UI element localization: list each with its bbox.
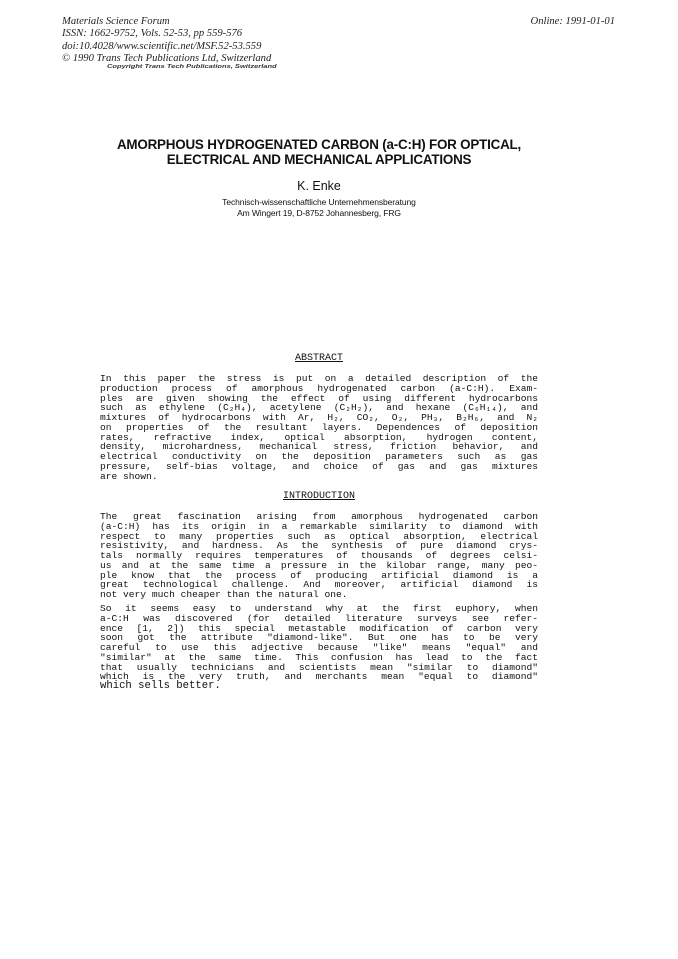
abstract-line: rates, refractive index, optical absorption, hydrogen content, xyxy=(100,431,538,443)
abstract-line: production process of amorphous hydrogenated carbon (a-C:H). Exam- xyxy=(100,382,538,394)
abstract-line: on properties of the resultant layers. Dependences of deposition xyxy=(100,421,538,433)
abstract-line: mixtures of hydrocarbons with Ar, H₂, CO₂, O₂, PH₃, B₂H₆, and N₂ xyxy=(100,412,538,423)
abstract-line: density, microhardness, mechanical stress, friction behavior, and xyxy=(100,441,538,453)
issn-line: ISSN: 1662-9752, Vols. 52-53, pp 559-576 xyxy=(62,28,243,40)
intro-line: ence [1, 2]) this special metastable modification of carbon very xyxy=(100,622,538,634)
intro-line: The great fascination arising from amorphous hydrogenated carbon xyxy=(100,511,538,522)
affiliation-line-1: Technisch-wissenschaftliche Unternehmensberatung xyxy=(222,197,416,207)
abstract-body xyxy=(100,374,538,481)
abstract-line: electrical conductivity on the deposition parameters such as gas xyxy=(100,451,538,462)
publisher-line: © 1990 Trans Tech Publications Ltd, Switzerland xyxy=(62,53,272,65)
introduction-paragraph-2 xyxy=(100,604,538,692)
journal-header xyxy=(62,16,271,66)
title-line-2: ELECTRICAL AND MECHANICAL APPLICATIONS xyxy=(166,152,472,167)
abstract-line: pressure, self-bias voltage, and choice of gas and gas mixtures xyxy=(100,460,538,472)
introduction-heading: INTRODUCTION xyxy=(282,491,355,502)
online-date: Online: 1991-01-01 xyxy=(530,16,615,27)
intro-line: not very much cheaper than the natural one. xyxy=(100,589,348,600)
intro-line: that usually technicians and scientists mean "similar to diamond" xyxy=(100,661,538,673)
abstract-line: ples are given showing the effect of using different hydrocarbons xyxy=(100,392,538,404)
paper-title xyxy=(60,137,578,167)
intro-line: resistivity, and hardness. As the synthesis of pure diamond crys- xyxy=(100,540,538,552)
intro-line: (a-C:H) has its origin in a remarkable similarity to diamond with xyxy=(100,520,538,532)
abstract-heading: ABSTRACT xyxy=(294,353,343,364)
intro-line: "similar" at the same time. This confusion has lead to the fact xyxy=(100,651,538,663)
intro-line: soon got the attribute "diamond-like". But one has to be very xyxy=(100,632,538,644)
intro-line: great technological challenge. And moreover, artificial diamond is xyxy=(100,579,538,591)
intro-line: careful to use this adjective because "like" means "equal" and xyxy=(100,642,538,653)
intro-line: ple know that the process of producing artificial diamond is a xyxy=(100,569,538,581)
intro-line: So it seems easy to understand why at the first euphory, when xyxy=(100,603,538,614)
affiliation-line-2: Am Wingert 19, D-8752 Johannesberg, FRG xyxy=(237,208,401,218)
intro-line: which is the very truth, and merchants mean "equal to diamond" xyxy=(100,671,538,683)
journal-name: Materials Science Forum xyxy=(62,16,170,27)
abstract-line: In this paper the stress is put on a detailed description of the xyxy=(100,373,538,384)
abstract-line: such as ethylene (C₂H₄), acetylene (C₂H₂), and hexane (C₆H₁₄), and xyxy=(100,402,538,414)
author-name: K. Enke xyxy=(297,179,341,193)
intro-line: which sells better. xyxy=(100,680,221,692)
abstract-line: are shown. xyxy=(100,470,158,482)
title-line-1: AMORPHOUS HYDROGENATED CARBON (a-C:H) FOR OPTICAL, xyxy=(116,137,522,152)
intro-line: tals normally requires temperatures of thousands of degrees celsi- xyxy=(100,550,538,561)
intro-line: us and at the same time a pressure in the kilobar range, many peo- xyxy=(100,559,538,571)
doi-link[interactable]: doi:10.4028/www.scientific.net/MSF.52-53.559 xyxy=(62,40,262,52)
author-affiliation xyxy=(60,197,578,219)
introduction-paragraph-1 xyxy=(100,512,538,600)
intro-line: respect to many properties such as optical absorption, electrical xyxy=(100,530,538,542)
copyright-stamp: Copyright Trans Tech Publications, Switzerland xyxy=(107,63,277,70)
intro-line: a-C:H was discovered (for detailed literature surveys see refer- xyxy=(100,612,538,624)
